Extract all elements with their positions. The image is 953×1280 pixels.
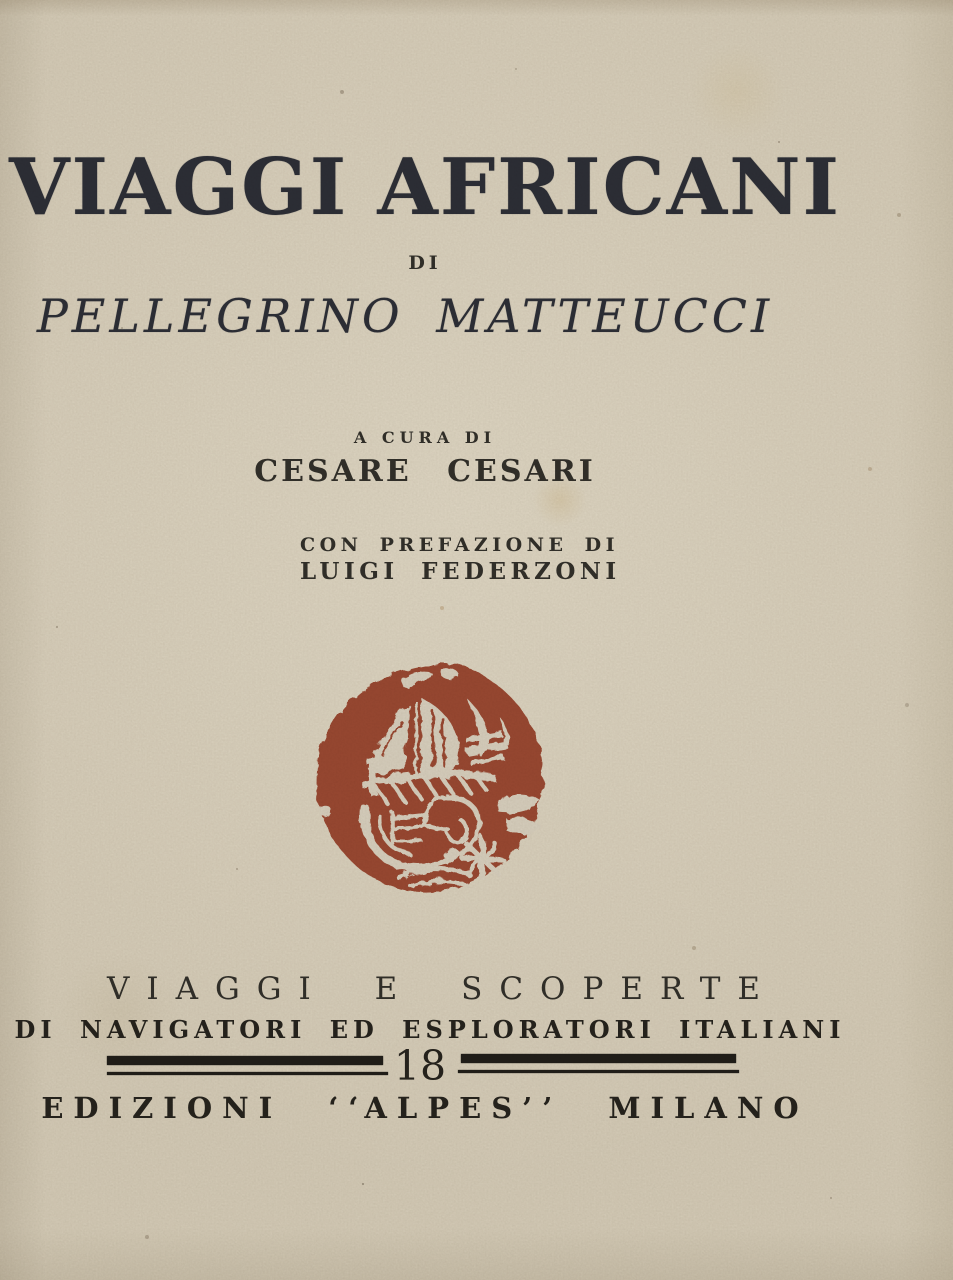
curator-name: CESARE CESARI [254, 454, 596, 489]
series-number: 18 [393, 1042, 447, 1090]
ship-woodcut-stamp-icon [305, 656, 550, 901]
curator-intro: A CURA DI [353, 428, 497, 447]
book-title: VIAGGI AFRICANI [9, 142, 841, 233]
imprint-line [0, 1091, 850, 1125]
imprint-city: MILANO [608, 1091, 809, 1125]
title-connector: DI [408, 252, 442, 274]
book-author: PELLEGRINO MATTEUCCI [36, 289, 774, 343]
right-rule-thin [458, 1070, 739, 1073]
right-rule-thick [461, 1054, 736, 1063]
paper-specks [0, 0, 2, 2]
series-title: VIAGGI E SCOPERTE [106, 971, 778, 1007]
left-rule-thin [107, 1072, 388, 1075]
publisher-emblem [305, 656, 550, 901]
imprint-brand: ‘‘ALPES’’ [328, 1091, 563, 1125]
series-subtitle: DI NAVIGATORI ED ESPLORATORI ITALIANI [14, 1015, 846, 1044]
preface-intro: CON PREFAZIONE DI [300, 534, 619, 556]
preface-author: LUIGI FEDERZONI [300, 558, 621, 585]
left-rule-thick [107, 1056, 383, 1065]
imprint-publisher: EDIZIONI [41, 1091, 283, 1125]
